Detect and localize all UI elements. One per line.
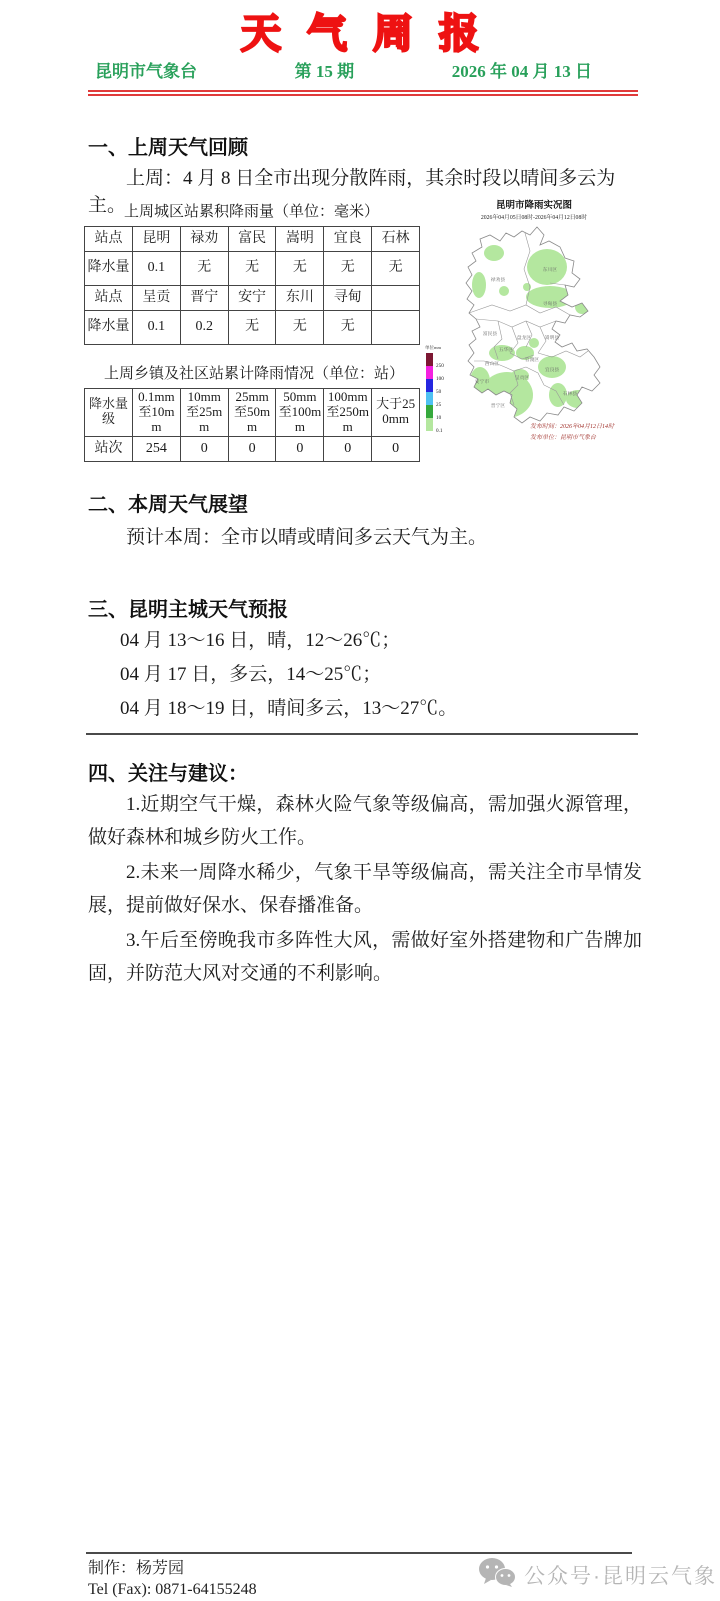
table-cell: 晋宁 [180, 286, 228, 311]
advice-list [88, 788, 642, 992]
bulletin-title: 天气周报 [241, 12, 505, 56]
table-cell: 降水量 [85, 252, 133, 286]
district-label: 盘龙区 [516, 336, 532, 341]
table-cell: 0.2 [180, 311, 228, 345]
district-label: 官渡区 [524, 358, 540, 363]
section2-body: 预计本周：全市以晴或晴间多云天气为主。 [126, 527, 488, 548]
table-cell: 无 [228, 311, 276, 345]
table-cell: 0.1 [133, 311, 181, 345]
forecast-line: 04 月 13～16 日，晴，12～26℃； [120, 630, 401, 651]
table-cell: 无 [276, 311, 324, 345]
rainfall-map [422, 195, 646, 453]
footer-rule [86, 1552, 632, 1554]
table-row [85, 389, 420, 437]
district-label: 禄劝县 [490, 278, 506, 283]
wechat-account-label: 公众号·昆明云气象 [524, 1565, 717, 1588]
table-cell: 安宁 [228, 286, 276, 311]
table1-caption: 上周城区站累积降雨量（单位：毫米） [124, 204, 380, 220]
table-cell: 石林 [372, 227, 420, 252]
legend-label: 100 [436, 376, 444, 382]
table-cell: 25mm至50mm [228, 389, 276, 437]
table-cell: 嵩明 [276, 227, 324, 252]
table-cell: 东川 [276, 286, 324, 311]
section1-summary: 上周：4 月 8 日全市出现分散阵雨，其余时段以晴间多云为主。 [88, 168, 616, 216]
urban-rainfall-table [84, 226, 420, 345]
wechat-account [478, 1557, 717, 1593]
district-label: 五华区 [498, 348, 514, 353]
table-cell: 站次 [85, 436, 133, 461]
table-cell [372, 286, 420, 311]
table-cell: 0 [324, 436, 372, 461]
district-label: 呈贡区 [514, 376, 530, 381]
district-label: 宜良县 [544, 368, 560, 373]
section3-heading: 三、昆明主城天气预报 [88, 599, 288, 621]
district-label: 嵩明县 [544, 336, 560, 341]
forecast-line: 04 月 17 日，多云，14～25℃； [120, 664, 382, 685]
table-cell: 0 [228, 436, 276, 461]
table-cell: 站点 [85, 286, 133, 311]
forecast-line: 04 月 18～19 日，晴间多云，13～27℃。 [120, 698, 458, 719]
map-issue-time: 发布时间：2026年04月12日14时 [529, 424, 614, 430]
bulletin-meta-row [95, 57, 592, 82]
table-cell: 无 [372, 252, 420, 286]
table-cell: 昆明 [133, 227, 181, 252]
legend-label: 50 [436, 389, 442, 395]
legend-unit-label: 单位mm [425, 345, 442, 350]
table-cell: 无 [324, 252, 372, 286]
section4-heading: 四、关注与建议： [88, 763, 248, 785]
table-row [85, 286, 420, 311]
advice-item: 2.未来一周降水稀少，气象干旱等级偏高，需关注全市旱情发展，提前做好保水、保春播准备。 [88, 862, 642, 916]
table-cell: 富民 [228, 227, 276, 252]
legend-label: 250 [436, 363, 444, 369]
legend-label: 10 [436, 415, 442, 421]
township-rainfall-table [84, 388, 420, 462]
footer-maker: 制作：杨芳园 [88, 1560, 185, 1577]
table-cell: 0 [180, 436, 228, 461]
table-cell: 无 [276, 252, 324, 286]
table-cell: 0.1mm至10mm [133, 389, 181, 437]
table-row [85, 252, 420, 286]
footer-contact [88, 1558, 257, 1600]
district-label: 晋宁区 [490, 404, 506, 409]
table-cell: 10mm至25mm [180, 389, 228, 437]
legend-label: 0.1 [436, 428, 443, 434]
district-label: 石林县 [562, 392, 578, 397]
table-row [85, 227, 420, 252]
district-label: 西山区 [484, 362, 500, 367]
table-row [85, 311, 420, 345]
table-cell: 0.1 [133, 252, 181, 286]
section1-heading: 一、上周天气回顾 [88, 137, 248, 159]
issue-number: 第 15 期 [294, 62, 355, 81]
section-divider-rule [86, 733, 638, 735]
table-cell: 宜良 [324, 227, 372, 252]
forecast-lines [120, 626, 457, 728]
table-cell: 0 [372, 436, 420, 461]
advice-item: 1.近期空气干燥，森林火险气象等级偏高，需加强火源管理，做好森林和城乡防火工作。 [88, 794, 642, 848]
district-label: 富民县 [482, 332, 498, 337]
map-issue-org: 发布单位：昆明市气象台 [529, 435, 596, 441]
table-cell: 100mm至250mm [324, 389, 372, 437]
table-row [85, 436, 420, 461]
advice-item: 3.午后至傍晚我市多阵性大风，需做好室外搭建物和广告牌加固，并防范大风对交通的不利影响。 [88, 930, 642, 984]
table2-caption: 上周乡镇及社区站累计降雨情况（单位：站） [104, 366, 405, 382]
wechat-icon [478, 1557, 516, 1593]
table-cell: 0 [276, 436, 324, 461]
table-cell: 254 [133, 436, 181, 461]
table-cell [372, 311, 420, 345]
issuer-name: 昆明市气象台 [95, 62, 197, 81]
table-cell: 禄劝 [180, 227, 228, 252]
table-cell: 无 [228, 252, 276, 286]
table-cell: 降水量级 [85, 389, 133, 437]
table-cell: 呈贡 [133, 286, 181, 311]
table-cell: 大于250mm [372, 389, 420, 437]
table-cell: 寻甸 [324, 286, 372, 311]
district-label: 寻甸县 [542, 302, 558, 307]
table-cell: 降水量 [85, 311, 133, 345]
table-cell: 无 [324, 311, 372, 345]
table-cell: 站点 [85, 227, 133, 252]
table-cell: 50mm至100mm [276, 389, 324, 437]
footer-tel: Tel (Fax): 0871-64155248 [88, 1581, 257, 1598]
rainfall-tables-area [84, 200, 640, 462]
map-legend [425, 344, 444, 434]
header-double-rule [88, 90, 638, 96]
issue-date: 2026 年 04 月 13 日 [451, 62, 592, 81]
table-cell: 无 [180, 252, 228, 286]
legend-label: 25 [436, 402, 442, 408]
map-title: 昆明市降雨实况图 [495, 200, 573, 211]
district-label: 东川区 [542, 268, 558, 273]
map-subtitle: 2026年04月05日08时-2026年04月12日08时 [480, 215, 588, 221]
district-label: 安宁市 [474, 380, 490, 385]
section2-heading: 二、本周天气展望 [88, 494, 248, 516]
